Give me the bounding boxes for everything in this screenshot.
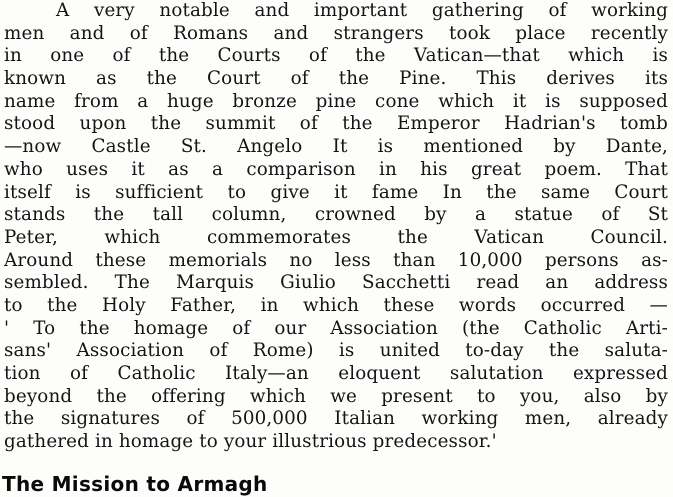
article-line: sans' Association of Rome) is united to-day the saluta- (4, 340, 668, 362)
article-line: gathered in homage to your illustrious predecessor.' (4, 431, 497, 453)
article-line: who uses it as a comparison in his great poem. That (4, 158, 668, 180)
article-line: stands the tall column, crowned by a statue of St (4, 204, 668, 226)
article-line: —now Castle St. Angelo It is mentioned by Dante, (4, 136, 668, 158)
article-line: tion of Catholic Italy—an eloquent salutation expressed (4, 363, 668, 384)
article-line: men and of Romans and strangers took place recently (4, 22, 668, 44)
article-line: stood upon the summit of the Emperor Hadrian's tomb (4, 113, 668, 135)
article-line: the signatures of 500,000 Italian working men, already (4, 408, 668, 430)
article-line: in one of the Courts of the Vatican—that which is (4, 45, 668, 67)
article-line: itself is sufficient to give it fame In the same Court (4, 181, 668, 203)
article-line: A very notable and important gathering of working (56, 0, 668, 21)
section-heading: The Mission to Armagh (2, 472, 268, 496)
article-line: Peter, which commemorates the Vatican Council. (4, 226, 668, 248)
article-line: to the Holy Father, in which these words occurred — (4, 294, 668, 316)
article-body (4, 0, 668, 454)
article-line: sembled. The Marquis Giulio Sacchetti read an address (4, 272, 668, 294)
article-line: Around these memorials no less than 10,000 persons as- (4, 249, 668, 271)
article-line: known as the Court of the Pine. This derives its (4, 68, 668, 90)
article-line: beyond the offering which we present to you, also by (4, 385, 668, 407)
article-line: name from a huge bronze pine cone which it is supposed (4, 90, 668, 112)
article-line: ' To the homage of our Association (the Catholic Arti- (4, 317, 668, 339)
